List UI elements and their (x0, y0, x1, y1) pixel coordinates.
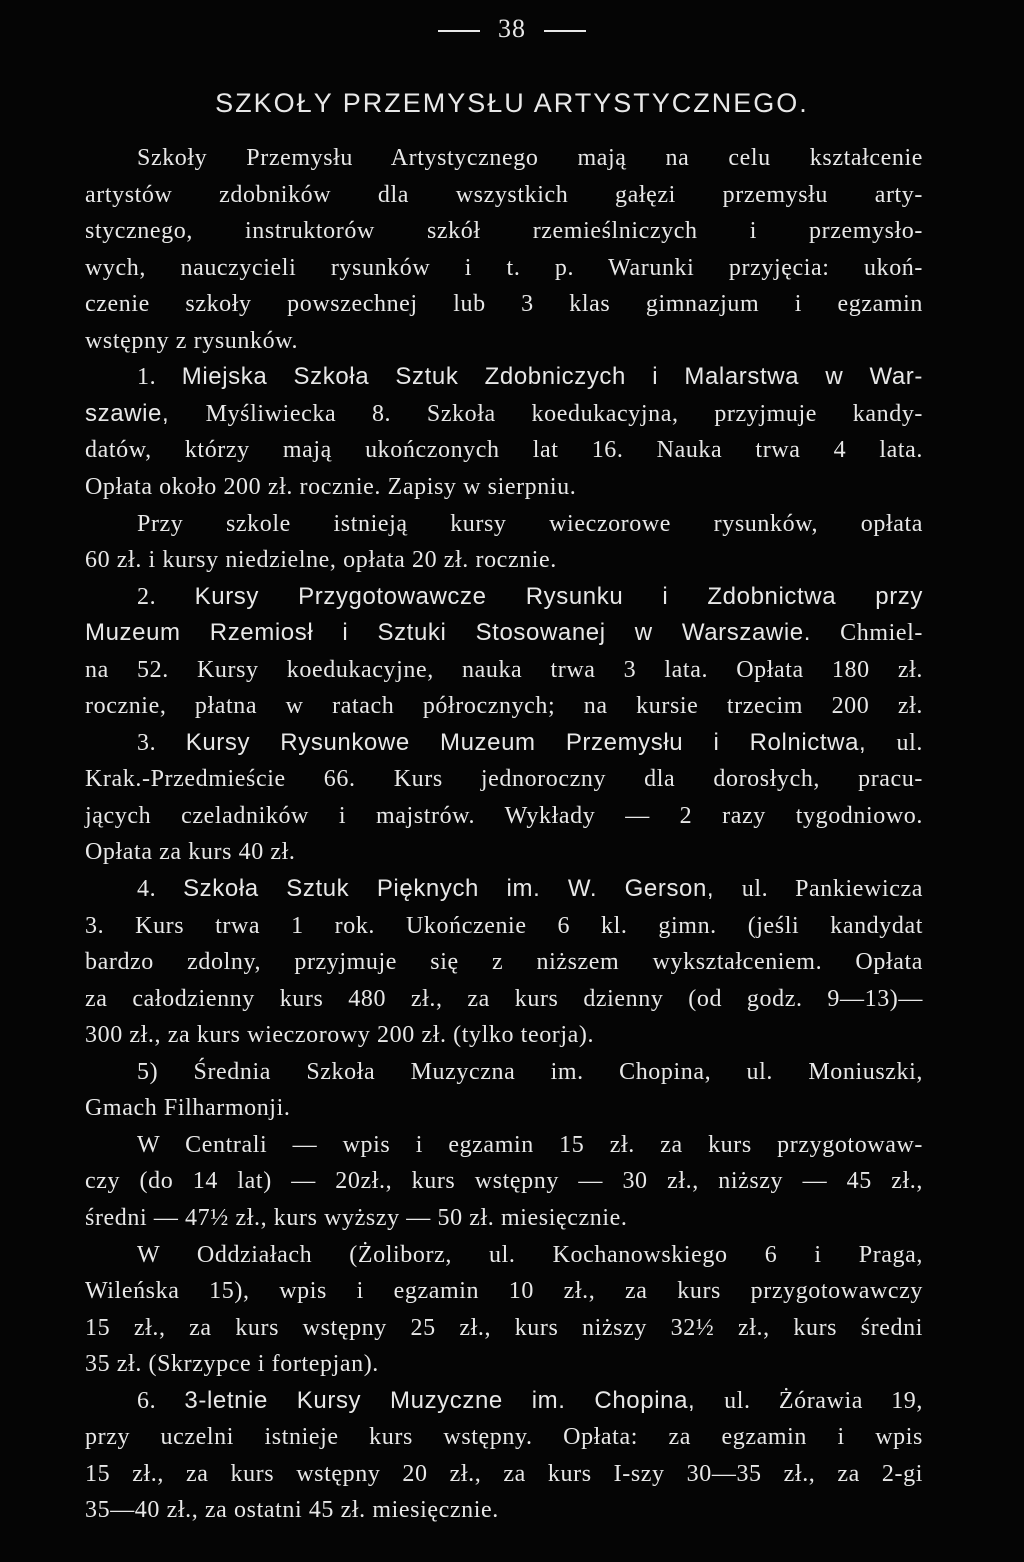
text-line: Szkoły Przemysłu Artystycznego mają na celu kształcenie (137, 145, 923, 171)
text-line: bardzo zdolny, przyjmuje się z niższem wykształceniem. Opłata (85, 949, 923, 975)
text-line: wstępny z rysunków. (85, 328, 299, 354)
text-span: 2. (137, 584, 195, 610)
text-span: 6. (137, 1388, 185, 1414)
text-line: stycznego, instruktorów szkół rzemieślniczych i przemysło- (85, 218, 923, 244)
text-line (137, 874, 923, 904)
heading-span: Kursy Przygotowawcze Rysunku i Zdobnictwa przy (194, 583, 923, 610)
heading-span: Kursy Rysunkowe Muzeum Przemysłu i Rolnictwa, (185, 729, 897, 756)
text-line (85, 399, 923, 429)
text-line: Opłata za kurs 40 zł. (85, 839, 296, 865)
dash-right (544, 30, 586, 32)
text-line: 35 zł. (Skrzypce i fortepjan). (85, 1351, 379, 1377)
text-span: ul. Żórawia 19, (724, 1388, 924, 1414)
text-line: 5) Średnia Szkoła Muzyczna im. Chopina, ul. Moniuszki, (137, 1059, 923, 1085)
text-line: przy uczelni istnieje kurs wstępny. Opłata: za egzamin i wpis (85, 1424, 923, 1450)
text-line: Opłata około 200 zł. rocznie. Zapisy w sierpniu. (85, 474, 577, 500)
text-span: Chmiel- (840, 620, 923, 646)
text-line (85, 618, 923, 648)
text-line: 60 zł. i kursy niedzielne, opłata 20 zł. rocznie. (85, 547, 557, 573)
heading-span: 3-letnie Kursy Muzyczne im. Chopina, (184, 1387, 725, 1414)
text-line: na 52. Kursy koedukacyjne, nauka trwa 3 lata. Opłata 180 zł. (85, 657, 923, 683)
text-span: ul. (896, 730, 923, 756)
text-line: Przy szkole istnieją kursy wieczorowe rysunków, opłata (137, 511, 923, 537)
text-line: jących czeladników i majstrów. Wykłady — 2 razy tygodniowo. (85, 803, 923, 829)
heading-span: szawie, (85, 400, 206, 427)
text-line: 15 zł., za kurs wstępny 20 zł., za kurs I-szy 30—35 zł., za 2-gi (85, 1461, 923, 1487)
text-line (137, 728, 923, 758)
text-line: wych, nauczycieli rysunków i t. p. Warunki przyjęcia: ukoń- (85, 255, 923, 281)
text-line: W Centrali — wpis i egzamin 15 zł. za kurs przygotowaw- (137, 1132, 923, 1158)
text-line: 300 zł., za kurs wieczorowy 200 zł. (tylko teorja). (85, 1022, 595, 1048)
text-line: za całodzienny kurs 480 zł., za kurs dzienny (od godz. 9—13)— (85, 986, 923, 1012)
text-line: W Oddziałach (Żoliborz, ul. Kochanowskiego 6 i Praga, (137, 1242, 923, 1268)
text-line: 35—40 zł., za ostatni 45 zł. miesięcznie. (85, 1497, 499, 1523)
text-span: 4. (137, 876, 184, 902)
text-span: ul. Pankiewicza (741, 876, 923, 902)
page-number (0, 14, 1024, 44)
text-line: Wileńska 15), wpis i egzamin 10 zł., za kurs przygotowawczy (85, 1278, 923, 1304)
heading-span: Szkoła Sztuk Pięknych im. W. Gerson, (183, 875, 742, 902)
text-line: czenie szkoły powszechnej lub 3 klas gimnazjum i egzamin (85, 291, 923, 317)
text-line: rocznie, płatna w ratach półrocznych; na kursie trzecim 200 zł. (85, 693, 923, 719)
text-line: Krak.-Przedmieście 66. Kurs jednoroczny dla dorosłych, pracu- (85, 766, 923, 792)
dash-left (438, 30, 480, 32)
page-title: SZKOŁY PRZEMYSŁU ARTYSTYCZNEGO. (215, 88, 809, 118)
text-span: 1. (137, 364, 182, 390)
text-line: średni — 47½ zł., kurs wyższy — 50 zł. miesięcznie. (85, 1205, 628, 1231)
text-line: czy (do 14 lat) — 20zł., kurs wstępny — 30 zł., niższy — 45 zł., (85, 1168, 923, 1194)
text-line (137, 1386, 923, 1416)
heading-span: Muzeum Rzemiosł i Sztuki Stosowanej w Warszawie. (85, 619, 841, 646)
heading-span: Miejska Szkoła Sztuk Zdobniczych i Malarstwa w War- (181, 363, 923, 390)
text-span: 3. (137, 730, 186, 756)
text-line: Gmach Filharmonji. (85, 1095, 291, 1121)
text-line (137, 582, 923, 612)
text-line: artystów zdobników dla wszystkich gałęzi przemysłu arty- (85, 182, 923, 208)
text-line: 3. Kurs trwa 1 rok. Ukończenie 6 kl. gimn. (jeśli kandydat (85, 913, 923, 939)
text-line: datów, którzy mają ukończonych lat 16. Nauka trwa 4 lata. (85, 437, 923, 463)
page-number-text: 38 (498, 14, 526, 43)
text-line: 15 zł., za kurs wstępny 25 zł., kurs niższy 32½ zł., kurs średni (85, 1315, 923, 1341)
text-line (137, 362, 923, 392)
text-span: Myśliwiecka 8. Szkoła koedukacyjna, przyjmuje kandy- (205, 401, 924, 427)
